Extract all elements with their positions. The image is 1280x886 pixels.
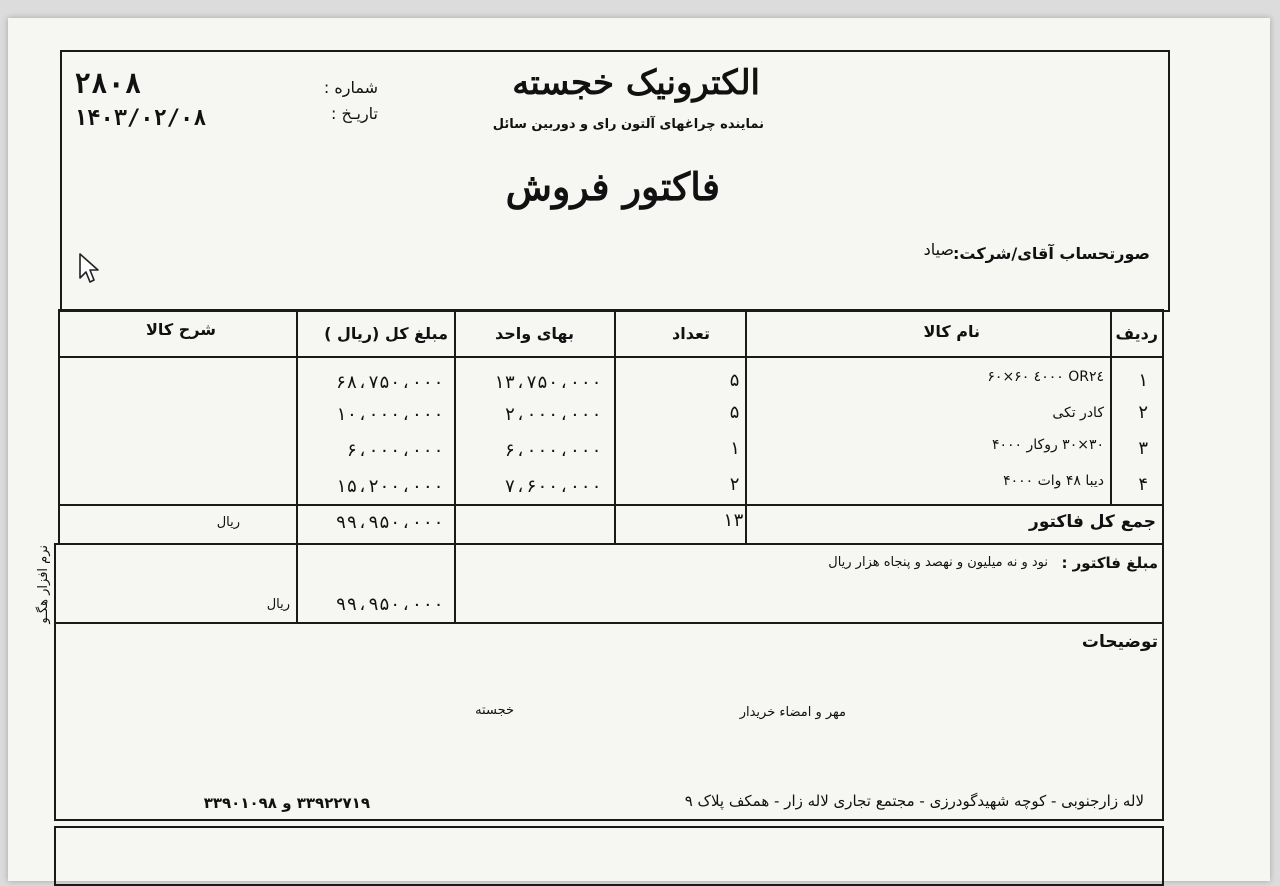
amount-col-line-1 (454, 543, 456, 623)
sum-label: جمع کل فاکتور (1029, 512, 1156, 532)
date-label: تاریـخ : (331, 104, 378, 123)
item-name: OR۲٤ ٤٠٠٠ ۶۰×۶۰ (987, 369, 1104, 385)
customer-label: صورتحساب آقای/شرکت: (953, 244, 1150, 263)
amount-col-line-2 (296, 543, 298, 623)
item-name: کادر تکی (1052, 405, 1104, 421)
item-unit-price: ۲،۰۰۰،۰۰۰ (504, 404, 602, 425)
item-name: ۳۰×۳۰ روکار ۴۰۰۰ (991, 437, 1104, 453)
document-title: فاکتور فروش (505, 164, 720, 209)
header-total: مبلغ کل (ریال ) (324, 324, 448, 343)
item-name: دیبا ۴۸ وات ۴۰۰۰ (1003, 473, 1104, 489)
invoice-date: ۱۴۰۳/۰۲/۰۸ (74, 106, 207, 131)
item-total: ۱۰،۰۰۰،۰۰۰ (335, 404, 444, 425)
customer-name: صیاد (923, 240, 954, 259)
table-header-line (58, 356, 1164, 358)
header-qty: تعداد (672, 324, 710, 343)
bottom-frame (54, 826, 1164, 886)
company-subtitle: نماینده چراغهای آلتون رای و دوربین سائل (492, 117, 764, 132)
row-number: ۲ (1138, 402, 1148, 423)
sum-currency: ریال (216, 515, 240, 530)
item-qty: ۲ (729, 474, 740, 495)
col-line-qty (614, 309, 616, 545)
row-number: ۱ (1138, 370, 1148, 391)
seller-signature: خجسته (475, 703, 514, 718)
row-number: ۳ (1138, 438, 1148, 459)
col-line-unit (454, 309, 456, 545)
amount-label: مبلغ فاکتور : (1061, 554, 1158, 572)
invoice-number: ۲۸۰۸ (74, 67, 142, 100)
amount-in-words: نود و نه میلیون و نهصد و پنجاه هزار ریال (828, 555, 1048, 570)
table-frame (58, 309, 1164, 545)
item-total: ۶،۰۰۰،۰۰۰ (346, 440, 444, 461)
row-number: ۴ (1138, 474, 1148, 495)
shop-phones: ۳۳۹۲۲۷۱۹ و ۳۳۹۰۱۰۹۸ (203, 794, 370, 812)
software-side-label: نرم افزار هگـو (36, 545, 51, 624)
item-unit-price: ۱۳،۷۵۰،۰۰۰ (493, 372, 602, 393)
item-total: ۱۵،۲۰۰،۰۰۰ (335, 476, 444, 497)
item-qty: ۱ (729, 438, 740, 459)
item-unit-price: ۶،۰۰۰،۰۰۰ (504, 440, 602, 461)
item-unit-price: ۷،۶۰۰،۰۰۰ (504, 476, 602, 497)
shop-address: لاله زارجنوبی - کوچه شهیدگودرزی - مجتمع تجاری لاله زار - همکف پلاک ۹ (684, 792, 1144, 810)
sum-qty: ۱۳ (722, 510, 744, 531)
item-qty: ۵ (729, 370, 740, 391)
amount-currency: ریال (266, 597, 290, 612)
header-unit-price: بهای واحد (494, 324, 574, 343)
col-line-row (1110, 309, 1112, 505)
amount-value: ۹۹،۹۵۰،۰۰۰ (335, 594, 444, 615)
mouse-pointer-icon (78, 252, 100, 286)
amount-divider (54, 622, 1164, 624)
table-sum-line-top (58, 504, 1164, 506)
sum-total: ۹۹،۹۵۰،۰۰۰ (335, 512, 444, 533)
company-name: الکترونیک خجسته (512, 63, 760, 103)
col-line-total (296, 309, 298, 545)
number-label: شماره : (323, 78, 378, 97)
col-line-name (745, 309, 747, 545)
buyer-signature-label: مهر و امضاء خریدار (739, 705, 846, 720)
header-row: ردیف (1115, 324, 1158, 343)
amount-frame (54, 543, 1164, 821)
header-name: نام کالا (923, 322, 980, 341)
item-total: ۶۸،۷۵۰،۰۰۰ (335, 372, 444, 393)
item-qty: ۵ (729, 402, 740, 423)
header-desc: شرح کالا (145, 320, 216, 339)
notes-label: توضیحات (1081, 632, 1158, 652)
